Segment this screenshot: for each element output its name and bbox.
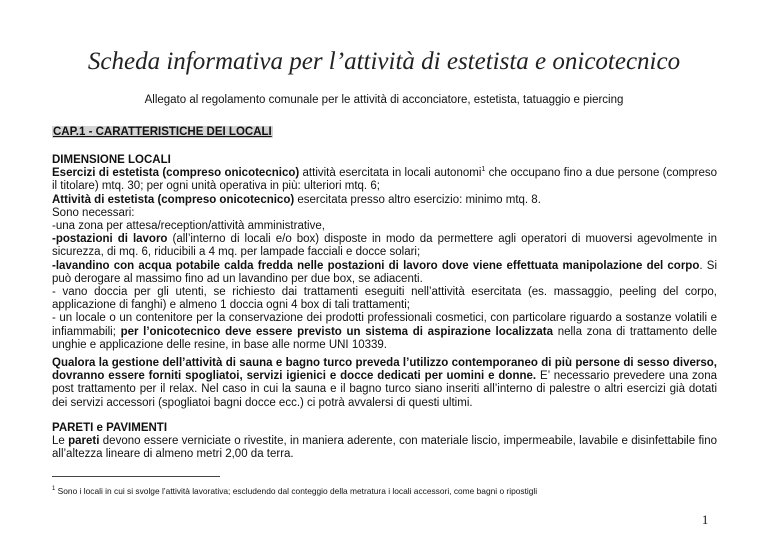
dimensione-paragraph-2: Attività di estetista (compreso onicotecnico) esercitata presso altro esercizio: minimo mtq. 8. (52, 193, 541, 206)
dimensione-paragraph-5: -postazioni di lavoro (all’interno di locali e/o box) disposte in modo da permettere agli operatori di muoversi agevolmente in sicurezza, di mq. 6, riducibili a 4 mq. per lampade facciali e docce solari; (52, 233, 717, 259)
document-title: Scheda informativa per l’attività di estetista e onicotecnico (87, 48, 681, 75)
section-sauna (52, 357, 717, 410)
footnote-divider (52, 476, 220, 477)
document-subtitle: Allegato al regolamento comunale per le attività di acconciatore, estetista, tatuaggio e piercing (144, 94, 624, 106)
dimensione-paragraph-3: Sono necessari: (52, 206, 135, 219)
dimensione-paragraph-7: - vano doccia per gli utenti, se richiesto dai trattamenti eseguiti nell’attività esercitata (es. massaggio, peeling del corpo, applicazione di fanghi) e almeno 1 doccia ogni 4 box di tali trattamenti; (52, 286, 717, 312)
dimensione-heading: DIMENSIONE LOCALI (52, 154, 171, 166)
page-number: 1 (702, 513, 709, 527)
footnote-text: Sono i locali in cui si svolge l’attività lavorativa; escludendo dal conteggio della metratura i locali accessori, come bagni o ripostigli (55, 486, 538, 496)
footnote-reference: 1 (481, 166, 486, 174)
footnote (52, 486, 732, 496)
pareti-heading: PARETI e PAVIMENTI (52, 422, 168, 434)
dimensione-paragraph-6: -lavandino con acqua potabile calda fredda nelle postazioni di lavoro dove viene effettuata manipolazione del corpo. Si può derogare al massimo fino ad un lavandino per due box, se adiacenti. (52, 259, 717, 285)
section-dimensione-locali (52, 154, 717, 352)
dimensione-paragraph-8: - un locale o un contenitore per la conservazione dei prodotti professionali cosmetici, con particolare riguardo a sostanze volatili e infiammabili; per l’onicotecnico deve essere previsto un sistema di aspirazione localizzata nella zona di trattamento delle unghie e applicazione delle resine, in base alle norme UNI 10339. (52, 312, 717, 351)
chapter-heading: CAP.1 - CARATTERISTICHE DEI LOCALI (53, 126, 272, 138)
dimensione-paragraph-4: -una zona per attesa/reception/attività amministrative, (52, 220, 325, 233)
section-pareti-pavimenti (52, 422, 717, 462)
dimensione-paragraph-1: Esercizi di estetista (compreso onicotecnico) attività esercitata in locali autonomi$^1$ che occupano fino a due persone (compreso il titolare) mtq. 30; per ogni unità operativa in più: ulteriori mtq. 6; (52, 166, 717, 193)
pareti-paragraph: Le pareti devono essere verniciate o rivestite, in maniera aderente, con materiale liscio, impermeabile, lavabile e disinfettabile fino all’altezza lineare di almeno metri 2,00 da terra. (52, 435, 717, 461)
sauna-paragraph: Qualora la gestione dell’attività di sauna e bagno turco preveda l’utilizzo contemporaneo di più persone di sesso diverso, dovranno essere forniti spogliatoi, servizi igienici e docce dedicati per uomini e donne. E’ necessario prevedere una zona post trattamento per il relax. Nel caso in cui la sauna e il bagno turco siano inseriti all’interno di palestre o altri esercizi già dotati dei servizi accessori (spogliatoi bagni docce ecc.) ci potrà avvalersi di questi ultimi. (52, 357, 717, 409)
footnote-marker: 1 (52, 486, 56, 493)
